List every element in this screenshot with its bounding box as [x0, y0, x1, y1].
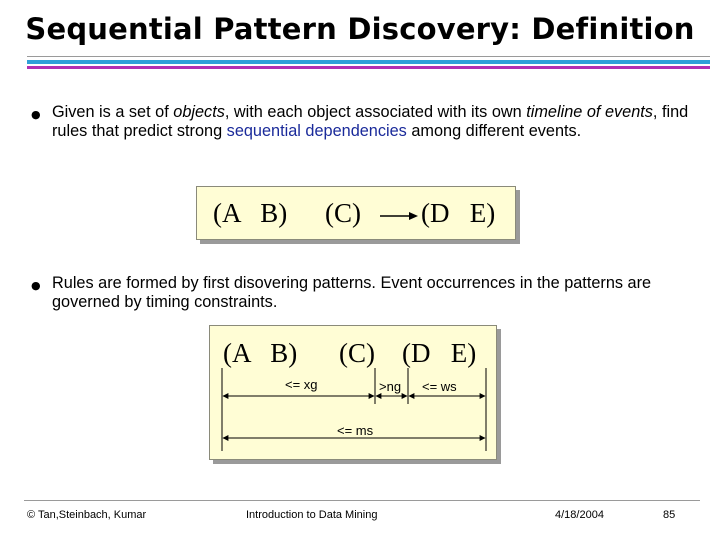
footer-page-number: 85 [663, 509, 676, 521]
rule-lhs-itemset-ab: (A B) [213, 198, 288, 228]
bullet-marker: ● [31, 108, 41, 121]
slide-title: Sequential Pattern Discovery: Definition [25, 12, 695, 46]
rule-lhs-itemset-c: (C) [325, 198, 361, 228]
rule-box [196, 186, 516, 240]
highlight-term: sequential dependencies [226, 122, 407, 140]
rule-rhs-itemset-de: (D E) [421, 198, 496, 228]
italic-term-objects: objects [173, 103, 225, 121]
footer-course-title: Introduction to Data Mining [246, 509, 378, 521]
max-span-label: <= ms [337, 423, 374, 438]
timing-constraints-box [209, 325, 497, 460]
footer-copyright: © Tan,Steinbach, Kumar [27, 509, 147, 521]
bullet-text-definition [52, 103, 692, 141]
footer-date: 4/18/2004 [555, 509, 604, 521]
footer-rule [24, 500, 700, 501]
italic-term-timeline: timeline of events [526, 103, 653, 121]
tick-lines [222, 368, 486, 451]
bullet-marker: ● [31, 279, 41, 292]
bullet-text-timing: Rules are formed by first disovering patterns. Event occurrences in the patterns are governed by timing constraints. [52, 274, 652, 311]
pattern-itemset-ab: (A B) [223, 338, 298, 368]
pattern-itemset-de: (D E) [402, 338, 477, 368]
text-run: , with each object associated with its own [224, 103, 527, 121]
min-gap-label: >ng [379, 379, 402, 394]
window-size-label: <= ws [422, 379, 457, 394]
rule-arrow-icon [197, 187, 515, 239]
text-run: , find rules that predict strong [52, 103, 689, 140]
text-run: Given is a set of [52, 103, 174, 121]
pattern-itemset-c: (C) [339, 338, 375, 368]
text-run: among different events. [406, 122, 582, 140]
max-gap-label: <= xg [285, 377, 318, 392]
timing-arrows-diagram [210, 326, 496, 459]
